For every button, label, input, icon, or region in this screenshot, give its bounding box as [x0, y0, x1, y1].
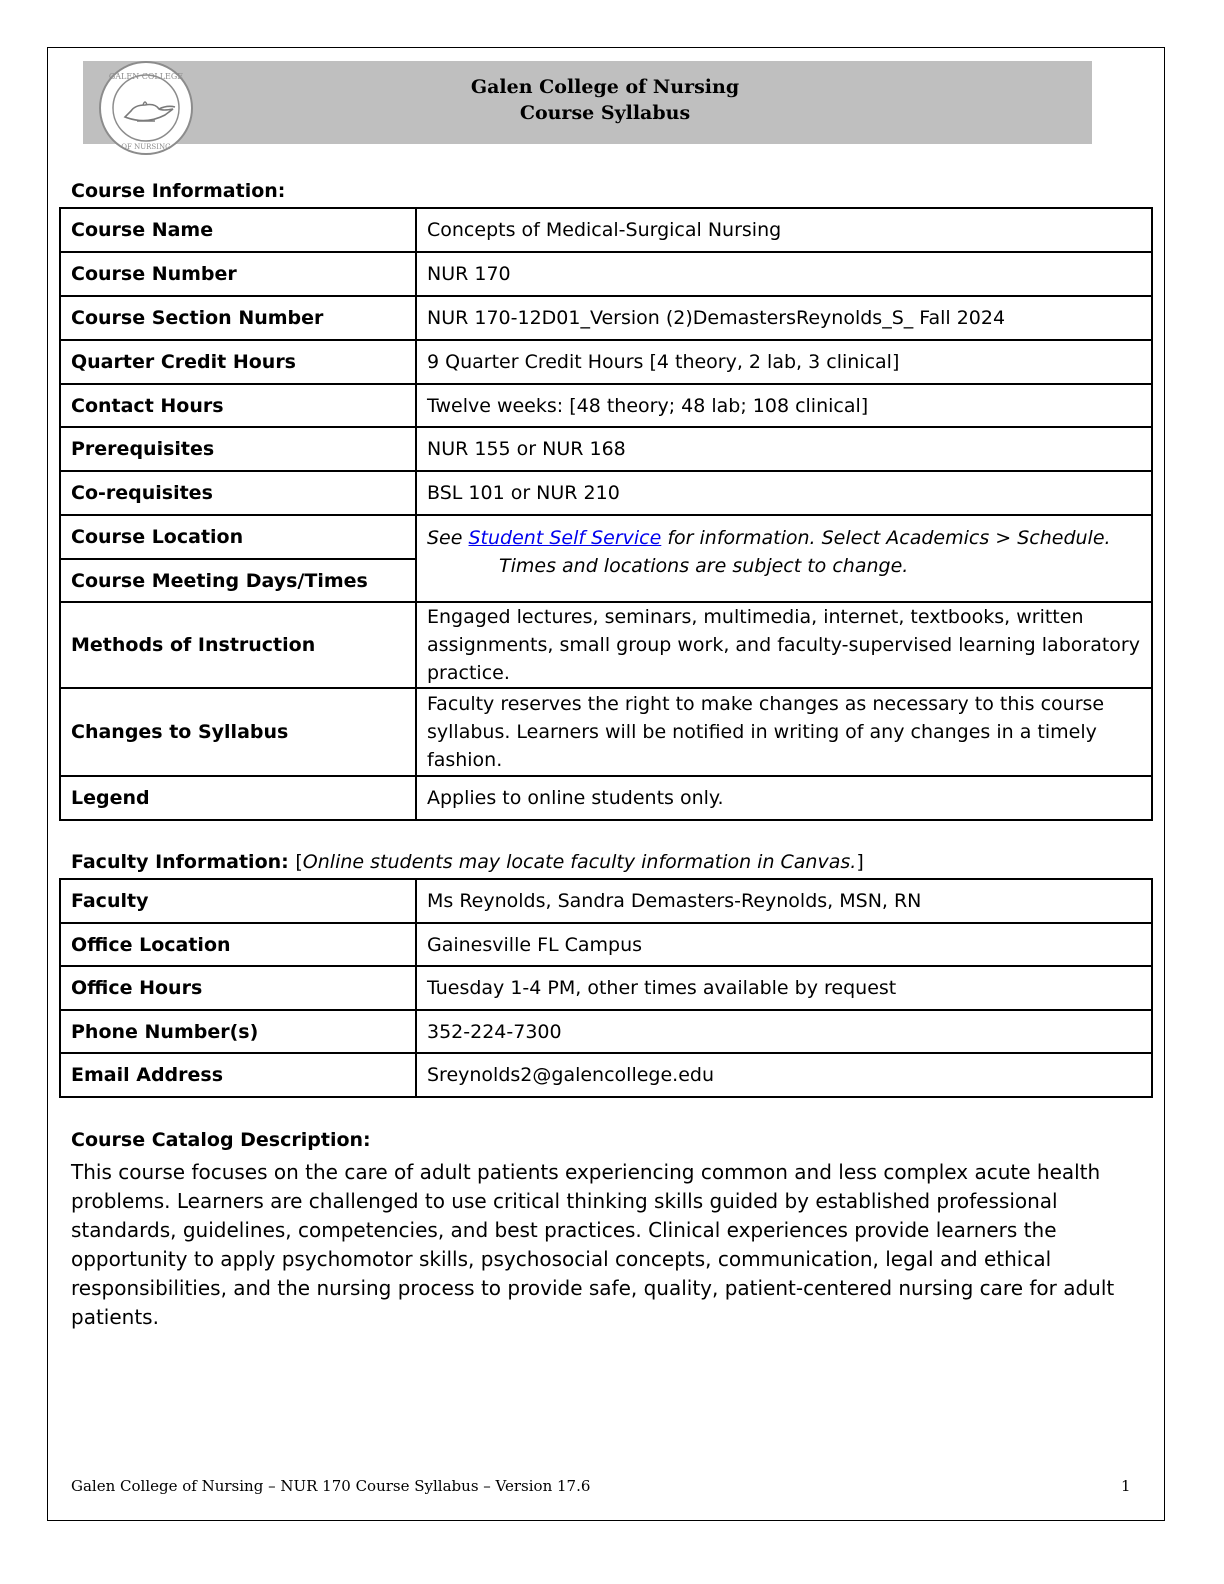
office-location-label: Office Location [60, 923, 416, 966]
location-see-text: See [427, 527, 463, 549]
table-row [60, 923, 1152, 966]
table-row [60, 471, 1152, 515]
catalog-heading: Course Catalog Description: [71, 1129, 371, 1151]
college-name: Galen College of Nursing [470, 76, 740, 98]
faculty-label: Faculty [60, 879, 416, 923]
location-change-note: Times and locations are subject to change. [499, 555, 909, 577]
credit-hours-label: Quarter Credit Hours [60, 340, 416, 384]
email-label: Email Address [60, 1053, 416, 1097]
course-number-value: NUR 170 [416, 252, 1152, 296]
course-name-label: Course Name [60, 208, 416, 252]
credit-hours-value: 9 Quarter Credit Hours [4 theory, 2 lab, 3 clinical] [416, 340, 1152, 384]
course-location-label: Course Location [60, 515, 416, 559]
section-number-label: Course Section Number [60, 296, 416, 340]
changes-label: Changes to Syllabus [60, 688, 416, 776]
office-hours-label: Office Hours [60, 966, 416, 1010]
table-row [60, 966, 1152, 1010]
table-row [60, 427, 1152, 471]
table-row [60, 340, 1152, 384]
location-rest-text: for information. Select Academics > Schedule. [667, 527, 1111, 549]
page-number: 1 [1121, 1477, 1131, 1495]
table-row [60, 296, 1152, 340]
table-row [60, 688, 1152, 776]
corequisites-label: Co-requisites [60, 471, 416, 515]
prerequisites-value: NUR 155 or NUR 168 [416, 427, 1152, 471]
document-title [330, 74, 880, 126]
contact-hours-label: Contact Hours [60, 384, 416, 427]
methods-value: Engaged lectures, seminars, multimedia, internet, textbooks, written assignments, small group work, and faculty-supervised learning laboratory practice. [416, 602, 1152, 688]
table-row [60, 879, 1152, 923]
table-row [60, 776, 1152, 820]
email-value[interactable]: Sreynolds2@galencollege.edu [416, 1053, 1152, 1097]
course-number-label: Course Number [60, 252, 416, 296]
phone-value: 352-224-7300 [416, 1010, 1152, 1053]
location-info-cell [416, 515, 1152, 602]
faculty-info-table [59, 878, 1153, 1098]
table-row [60, 384, 1152, 427]
office-location-value: Gainesville FL Campus [416, 923, 1152, 966]
catalog-description: This course focuses on the care of adult patients experiencing common and less complex acute health problems. Learners are challenged to use critical thinking skills guided by established professional standards, guidelines, competencies, and best practices. Clinical experiences provide learners the opportunity to apply psychomotor skills, psychosocial concepts, communication, legal and ethical responsibilities, and the nursing process to provide safe, quality, patient-centered nursing care for adult patients. [71, 1160, 1115, 1329]
legend-value: Applies to online students only. [427, 787, 724, 809]
student-self-service-link[interactable]: Student Self Service [468, 527, 662, 549]
footer-text: Galen College of Nursing – NUR 170 Course Syllabus – Version 17.6 [71, 1477, 591, 1495]
table-row [60, 602, 1152, 688]
course-name-value: Concepts of Medical-Surgical Nursing [416, 208, 1152, 252]
section-number-value: NUR 170-12D01_Version (2)DemastersReynolds_S_ Fall 2024 [416, 296, 1152, 340]
course-info-table [59, 207, 1153, 821]
syllabus-title: Course Syllabus [519, 102, 691, 124]
office-hours-value: Tuesday 1-4 PM, other times available by request [416, 966, 1152, 1010]
changes-value: Faculty reserves the right to make changes as necessary to this course syllabus. Learners will be notified in writing of any changes in a timely fashion. [416, 688, 1152, 776]
svg-text:OF NURSING: OF NURSING [121, 143, 171, 151]
svg-text:GALEN COLLEGE: GALEN COLLEGE [108, 72, 184, 81]
college-seal-logo [85, 59, 207, 157]
faculty-info-heading [71, 851, 864, 873]
legend-label: Legend [60, 776, 416, 820]
faculty-heading-label: Faculty Information: [71, 851, 289, 873]
phone-label: Phone Number(s) [60, 1010, 416, 1053]
faculty-note-text: Online students may locate faculty information in Canvas. [302, 851, 857, 873]
table-row [60, 208, 1152, 252]
course-info-heading: Course Information: [71, 180, 286, 202]
table-row [60, 252, 1152, 296]
faculty-note: [Online students may locate faculty information in Canvas.] [295, 851, 864, 873]
corequisites-value: BSL 101 or NUR 210 [416, 471, 1152, 515]
table-row [60, 1053, 1152, 1097]
methods-label: Methods of Instruction [60, 602, 416, 688]
faculty-value: Ms Reynolds, Sandra Demasters-Reynolds, MSN, RN [416, 879, 1152, 923]
meeting-times-label: Course Meeting Days/Times [60, 559, 416, 602]
table-row [60, 1010, 1152, 1053]
table-row [60, 515, 1152, 559]
prerequisites-label: Prerequisites [60, 427, 416, 471]
contact-hours-value: Twelve weeks: [48 theory; 48 lab; 108 clinical] [416, 384, 1152, 427]
legend-value-cell [416, 776, 1152, 820]
